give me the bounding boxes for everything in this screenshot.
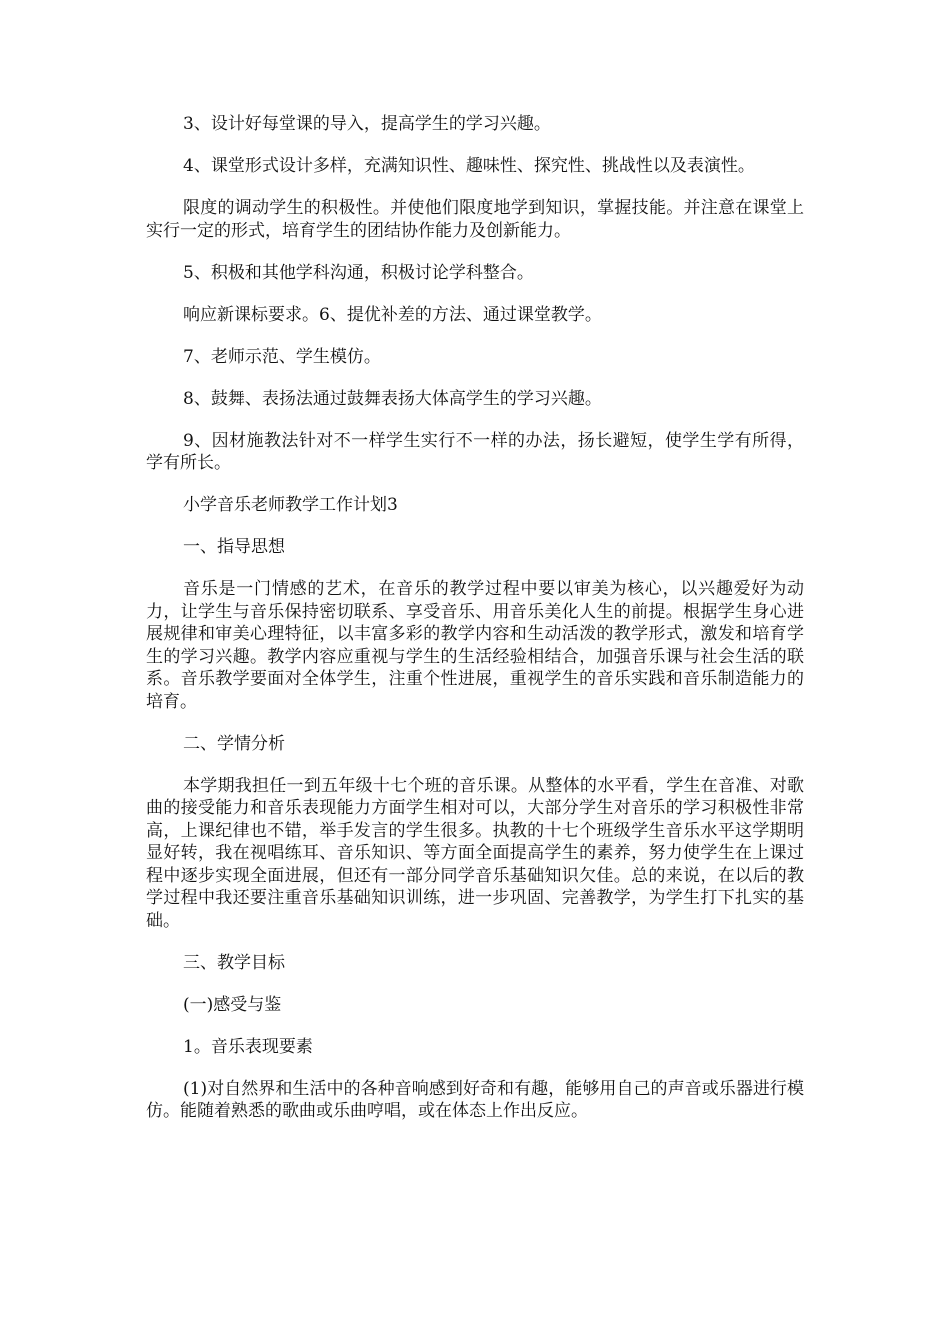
paragraph-motivation: 限度的调动学生的积极性。并使他们限度地学到知识，掌握技能。并注意在课堂上实行一定的形式，培育学生的团结协作能力及创新能力。 xyxy=(146,198,804,241)
subheading-music-elements: 1。音乐表现要素 xyxy=(183,1036,313,1057)
heading-student-analysis: 二、学情分析 xyxy=(183,733,285,754)
paragraph-student-analysis: 本学期我担任一到五年级十七个班的音乐课。从整体的水平看，学生在音准、对歌曲的接受能力和音乐表现能力方面学生相对可以，大部分学生对音乐的学习积极性非常高，上课纪律也不错，举手发言的学生很多。执教的十七个班级学生音乐水平这学期明显好转，我在视唱练耳、音乐知识、等方面全面提高学生的素养，努力使学生在上课过程中逐步实现全面进展，但还有一部分同学音乐基础知识欠佳。总的来说，在以后的教学过程中我还要注重音乐基础知识训练，进一步巩固、完善教学，为学生打下扎实的基础。 xyxy=(146,775,804,931)
paragraph-item-4: 4、课堂形式设计多样，充满知识性、趣味性、探究性、挑战性以及表演性。 xyxy=(183,156,755,176)
paragraph-item-3: 3、设计好每堂课的导入，提高学生的学习兴趣。 xyxy=(183,114,551,134)
paragraph-item-5: 5、积极和其他学科沟通，积极讨论学科整合。 xyxy=(183,262,534,283)
paragraph-item-8: 8、鼓舞、表扬法通过鼓舞表扬大体高学生的学习兴趣。 xyxy=(183,388,602,409)
subheading-perception: (一)感受与鉴 xyxy=(183,994,282,1015)
paragraph-item-7: 7、老师示范、学生模仿。 xyxy=(183,346,381,367)
paragraph-item-6: 响应新课标要求。6、提优补差的方法、通过课堂教学。 xyxy=(183,304,602,325)
document-section-title: 小学音乐老师教学工作计划3 xyxy=(183,495,398,515)
document-body xyxy=(146,113,804,1142)
heading-guiding-ideology: 一、指导思想 xyxy=(183,537,285,557)
paragraph-item-9: 9、因材施教法针对不一样学生实行不一样的办法，扬长避短，使学生学有所得，学有所长。 xyxy=(146,430,804,473)
heading-teaching-goals: 三、教学目标 xyxy=(183,952,285,973)
paragraph-music-elements-1: (1)对自然界和生活中的各种音响感到好奇和有趣，能够用自己的声音或乐器进行模仿。能随着熟悉的歌曲或乐曲哼唱，或在体态上作出反应。 xyxy=(146,1078,804,1121)
paragraph-guiding-ideology: 音乐是一门情感的艺术，在音乐的教学过程中要以审美为核心，以兴趣爱好为动力，让学生与音乐保持密切联系、享受音乐、用音乐美化人生的前提。根据学生身心进展规律和审美心理特征，以丰富多彩的教学内容和生动活泼的教学形式，激发和培育学生的学习兴趣。教学内容应重视与学生的生活经验相结合，加强音乐课与社会生活的联系。音乐教学要面对全体学生，注重个性进展，重视学生的音乐实践和音乐制造能力的培育。 xyxy=(146,579,804,712)
